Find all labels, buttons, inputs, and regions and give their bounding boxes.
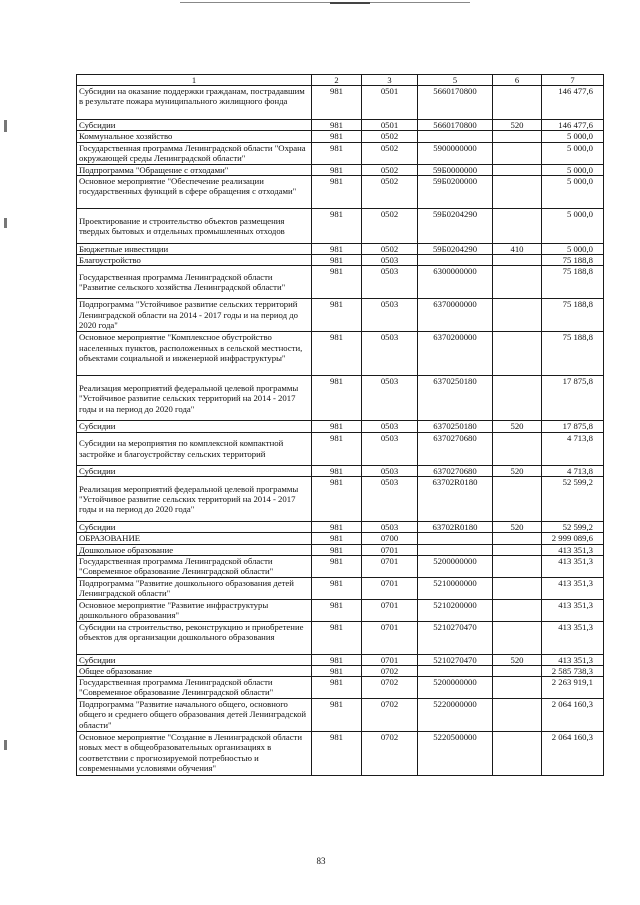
section-code-cell: 0502	[362, 175, 418, 208]
row-description-cell: Коммунальное хозяйство	[77, 131, 312, 142]
grbs-code-cell: 981	[312, 577, 362, 599]
expense-type-cell	[493, 699, 542, 732]
grbs-code-cell: 981	[312, 376, 362, 421]
section-code-cell: 0503	[362, 255, 418, 266]
amount-cell: 75 188,8	[542, 255, 604, 266]
grbs-code-cell: 981	[312, 255, 362, 266]
expense-type-cell: 520	[493, 120, 542, 131]
section-code-cell: 0503	[362, 432, 418, 465]
table-row	[77, 332, 604, 376]
grbs-code-cell: 981	[312, 654, 362, 665]
budget-table	[76, 74, 604, 776]
section-code-cell: 0502	[362, 208, 418, 243]
row-description-cell: Бюджетные инвестиции	[77, 243, 312, 254]
target-article-cell: 6370250180	[418, 376, 493, 421]
amount-cell: 2 999 089,6	[542, 533, 604, 544]
grbs-code-cell: 981	[312, 699, 362, 732]
target-article-cell: 6370000000	[418, 299, 493, 332]
expense-type-cell	[493, 131, 542, 142]
section-code-cell: 0702	[362, 732, 418, 776]
expense-type-cell	[493, 544, 542, 555]
row-description-cell: Субсидии	[77, 654, 312, 665]
grbs-code-cell: 981	[312, 555, 362, 577]
grbs-code-cell: 981	[312, 621, 362, 654]
target-article-cell	[418, 533, 493, 544]
row-description-cell: Подпрограмма "Развитие начального общего, основного общего и среднего общего образования детей Ленинградской области"	[77, 699, 312, 732]
row-description-cell: Государственная программа Ленинградской области "Развитие сельского хозяйства Ленинградской области"	[77, 266, 312, 299]
page-number: 83	[316, 856, 326, 866]
grbs-code-cell: 981	[312, 131, 362, 142]
margin-mark	[4, 218, 7, 228]
section-code-cell: 0503	[362, 477, 418, 522]
amount-cell: 75 188,8	[542, 299, 604, 332]
expense-type-cell	[493, 555, 542, 577]
expense-type-cell: 520	[493, 465, 542, 476]
expense-type-cell	[493, 332, 542, 376]
row-description-cell: Реализация мероприятий федеральной целевой программы "Устойчивое развитие сельских территорий на 2014 - 2017 годы и на период до 2020 года"	[77, 376, 312, 421]
target-article-cell	[418, 544, 493, 555]
target-article-cell: 5220000000	[418, 699, 493, 732]
table-row	[77, 255, 604, 266]
table-row	[77, 577, 604, 599]
grbs-code-cell: 981	[312, 533, 362, 544]
amount-cell: 17 875,8	[542, 376, 604, 421]
row-description-cell: Основное мероприятие "Комплексное обустройство населенных пунктов, расположенных в сельской местности, объектами социальной и инженерной инфраструктуры"	[77, 332, 312, 376]
table-row	[77, 376, 604, 421]
expense-type-cell	[493, 533, 542, 544]
amount-cell: 4 713,8	[542, 432, 604, 465]
target-article-cell: 5210200000	[418, 599, 493, 621]
table-row	[77, 621, 604, 654]
row-description-cell: Субсидии	[77, 421, 312, 432]
table-row	[77, 243, 604, 254]
expense-type-cell: 520	[493, 421, 542, 432]
amount-cell: 5 000,0	[542, 243, 604, 254]
grbs-code-cell: 981	[312, 465, 362, 476]
table-row	[77, 86, 604, 120]
target-article-cell: 6370270680	[418, 432, 493, 465]
expense-type-cell	[493, 86, 542, 120]
expense-type-cell	[493, 376, 542, 421]
section-code-cell: 0502	[362, 243, 418, 254]
table-row	[77, 120, 604, 131]
row-description-cell: Проектирование и строительство объектов размещения твердых бытовых и отдельных промышленных отходов	[77, 208, 312, 243]
grbs-code-cell: 981	[312, 164, 362, 175]
amount-cell: 413 351,3	[542, 654, 604, 665]
table-row	[77, 131, 604, 142]
table-row	[77, 699, 604, 732]
section-code-cell: 0503	[362, 266, 418, 299]
table-row	[77, 164, 604, 175]
row-description-cell: Основное мероприятие "Обеспечение реализации государственных функций в сфере обращения с отходами"	[77, 175, 312, 208]
amount-cell: 5 000,0	[542, 131, 604, 142]
grbs-code-cell: 981	[312, 86, 362, 120]
table-header-row	[77, 75, 604, 86]
row-description-cell: Субсидии	[77, 120, 312, 131]
section-code-cell: 0701	[362, 599, 418, 621]
header-cell-col-3: 3	[362, 75, 418, 86]
section-code-cell: 0503	[362, 421, 418, 432]
header-cell-col-5: 5	[418, 75, 493, 86]
section-code-cell: 0502	[362, 142, 418, 164]
section-code-cell: 0503	[362, 465, 418, 476]
grbs-code-cell: 981	[312, 677, 362, 699]
amount-cell: 5 000,0	[542, 175, 604, 208]
table-row	[77, 599, 604, 621]
table-row	[77, 544, 604, 555]
section-code-cell: 0702	[362, 699, 418, 732]
target-article-cell: 6300000000	[418, 266, 493, 299]
expense-type-cell	[493, 255, 542, 266]
table-row	[77, 266, 604, 299]
expense-type-cell	[493, 665, 542, 676]
row-description-cell: Подпрограмма "Развитие дошкольного образования детей Ленинградской области"	[77, 577, 312, 599]
row-description-cell: Государственная программа Ленинградской области "Современное образование Ленинградской области"	[77, 677, 312, 699]
expense-type-cell: 520	[493, 654, 542, 665]
expense-type-cell: 520	[493, 522, 542, 533]
section-code-cell: 0702	[362, 665, 418, 676]
section-code-cell: 0701	[362, 621, 418, 654]
grbs-code-cell: 981	[312, 522, 362, 533]
grbs-code-cell: 981	[312, 120, 362, 131]
target-article-cell: 5210270470	[418, 654, 493, 665]
row-description-cell: Субсидии на строительство, реконструкцию и приобретение объектов для организации дошкольного образования	[77, 621, 312, 654]
expense-type-cell	[493, 577, 542, 599]
row-description-cell: Подпрограмма "Обращение с отходами"	[77, 164, 312, 175]
row-description-cell: Общее образование	[77, 665, 312, 676]
grbs-code-cell: 981	[312, 432, 362, 465]
table-row	[77, 208, 604, 243]
grbs-code-cell: 981	[312, 142, 362, 164]
header-cell-col-7: 7	[542, 75, 604, 86]
target-article-cell: 6370270680	[418, 465, 493, 476]
row-description-cell: Подпрограмма "Устойчивое развитие сельских территорий Ленинградской области на 2014 - 2017 годы и на период до 2020 года"	[77, 299, 312, 332]
target-article-cell: 5210270470	[418, 621, 493, 654]
section-code-cell: 0701	[362, 555, 418, 577]
target-article-cell: 5200000000	[418, 555, 493, 577]
row-description-cell: Субсидии на мероприятия по комплексной компактной застройке и благоустройству сельских территорий	[77, 432, 312, 465]
section-code-cell: 0502	[362, 164, 418, 175]
section-code-cell: 0700	[362, 533, 418, 544]
header-cell-col-2: 2	[312, 75, 362, 86]
header-cell-col-6: 6	[493, 75, 542, 86]
margin-mark	[4, 120, 7, 132]
target-article-cell: 59Б0204290	[418, 208, 493, 243]
grbs-code-cell: 981	[312, 599, 362, 621]
expense-type-cell	[493, 208, 542, 243]
margin-mark	[4, 740, 7, 750]
grbs-code-cell: 981	[312, 477, 362, 522]
scan-artifact-line	[180, 2, 470, 3]
amount-cell: 2 263 919,1	[542, 677, 604, 699]
row-description-cell: Основное мероприятие "Развитие инфраструктуры дошкольного образования"	[77, 599, 312, 621]
amount-cell: 413 351,3	[542, 544, 604, 555]
table-row	[77, 142, 604, 164]
row-description-cell: Субсидии	[77, 522, 312, 533]
row-description-cell: Благоустройство	[77, 255, 312, 266]
section-code-cell: 0701	[362, 544, 418, 555]
expense-type-cell	[493, 266, 542, 299]
expense-type-cell	[493, 621, 542, 654]
target-article-cell: 59Б0204290	[418, 243, 493, 254]
target-article-cell: 59Б0200000	[418, 175, 493, 208]
target-article-cell: 5220500000	[418, 732, 493, 776]
row-description-cell: ОБРАЗОВАНИЕ	[77, 533, 312, 544]
amount-cell: 413 351,3	[542, 577, 604, 599]
amount-cell: 413 351,3	[542, 555, 604, 577]
expense-type-cell: 410	[493, 243, 542, 254]
expense-type-cell	[493, 432, 542, 465]
expense-type-cell	[493, 164, 542, 175]
table-row	[77, 654, 604, 665]
amount-cell: 2 064 160,3	[542, 732, 604, 776]
target-article-cell: 5660170800	[418, 86, 493, 120]
budget-table-container	[76, 74, 603, 776]
table-row	[77, 465, 604, 476]
target-article-cell: 5200000000	[418, 677, 493, 699]
expense-type-cell	[493, 599, 542, 621]
table-row	[77, 732, 604, 776]
amount-cell: 5 000,0	[542, 164, 604, 175]
grbs-code-cell: 981	[312, 544, 362, 555]
target-article-cell: 5660170800	[418, 120, 493, 131]
expense-type-cell	[493, 142, 542, 164]
target-article-cell	[418, 665, 493, 676]
target-article-cell: 6370200000	[418, 332, 493, 376]
amount-cell: 413 351,3	[542, 621, 604, 654]
table-row	[77, 665, 604, 676]
table-row	[77, 432, 604, 465]
amount-cell: 5 000,0	[542, 208, 604, 243]
grbs-code-cell: 981	[312, 665, 362, 676]
scan-artifact-dash	[330, 2, 370, 4]
amount-cell: 17 875,8	[542, 421, 604, 432]
table-row	[77, 555, 604, 577]
amount-cell: 146 477,6	[542, 120, 604, 131]
target-article-cell: 5900000000	[418, 142, 493, 164]
row-description-cell: Государственная программа Ленинградской области "Охрана окружающей среды Ленинградской области"	[77, 142, 312, 164]
row-description-cell: Субсидии на оказание поддержки гражданам, пострадавшим в результате пожара муниципального жилищного фонда	[77, 86, 312, 120]
amount-cell: 75 188,8	[542, 332, 604, 376]
section-code-cell: 0502	[362, 131, 418, 142]
grbs-code-cell: 981	[312, 243, 362, 254]
grbs-code-cell: 981	[312, 732, 362, 776]
table-row	[77, 175, 604, 208]
expense-type-cell	[493, 175, 542, 208]
table-row	[77, 477, 604, 522]
grbs-code-cell: 981	[312, 299, 362, 332]
amount-cell: 75 188,8	[542, 266, 604, 299]
target-article-cell	[418, 255, 493, 266]
budget-table-body	[77, 75, 604, 776]
section-code-cell: 0503	[362, 376, 418, 421]
amount-cell: 413 351,3	[542, 599, 604, 621]
target-article-cell: 5210000000	[418, 577, 493, 599]
section-code-cell: 0503	[362, 522, 418, 533]
table-row	[77, 299, 604, 332]
amount-cell: 4 713,8	[542, 465, 604, 476]
table-row	[77, 677, 604, 699]
section-code-cell: 0702	[362, 677, 418, 699]
header-cell-col-1: 1	[77, 75, 312, 86]
target-article-cell: 59Б0000000	[418, 164, 493, 175]
grbs-code-cell: 981	[312, 332, 362, 376]
table-row	[77, 522, 604, 533]
expense-type-cell	[493, 299, 542, 332]
expense-type-cell	[493, 477, 542, 522]
section-code-cell: 0701	[362, 654, 418, 665]
amount-cell: 52 599,2	[542, 477, 604, 522]
grbs-code-cell: 981	[312, 175, 362, 208]
amount-cell: 2 585 738,3	[542, 665, 604, 676]
expense-type-cell	[493, 677, 542, 699]
amount-cell: 2 064 160,3	[542, 699, 604, 732]
target-article-cell	[418, 131, 493, 142]
row-description-cell: Субсидии	[77, 465, 312, 476]
grbs-code-cell: 981	[312, 421, 362, 432]
section-code-cell: 0503	[362, 299, 418, 332]
row-description-cell: Дошкольное образование	[77, 544, 312, 555]
table-row	[77, 533, 604, 544]
expense-type-cell	[493, 732, 542, 776]
amount-cell: 52 599,2	[542, 522, 604, 533]
amount-cell: 146 477,6	[542, 86, 604, 120]
target-article-cell: 63702R0180	[418, 477, 493, 522]
table-row	[77, 421, 604, 432]
section-code-cell: 0501	[362, 86, 418, 120]
target-article-cell: 63702R0180	[418, 522, 493, 533]
grbs-code-cell: 981	[312, 208, 362, 243]
grbs-code-cell: 981	[312, 266, 362, 299]
row-description-cell: Государственная программа Ленинградской области "Современное образование Ленинградской области"	[77, 555, 312, 577]
target-article-cell: 6370250180	[418, 421, 493, 432]
row-description-cell: Основное мероприятие "Создание в Ленинградской области новых мест в общеобразовательных организациях в соответствии с прогнозируемой потребностью и современными условиями обучения"	[77, 732, 312, 776]
section-code-cell: 0701	[362, 577, 418, 599]
row-description-cell: Реализация мероприятий федеральной целевой программы "Устойчивое развитие сельских территорий на 2014 - 2017 годы и на период до 2020 года"	[77, 477, 312, 522]
section-code-cell: 0501	[362, 120, 418, 131]
amount-cell: 5 000,0	[542, 142, 604, 164]
section-code-cell: 0503	[362, 332, 418, 376]
